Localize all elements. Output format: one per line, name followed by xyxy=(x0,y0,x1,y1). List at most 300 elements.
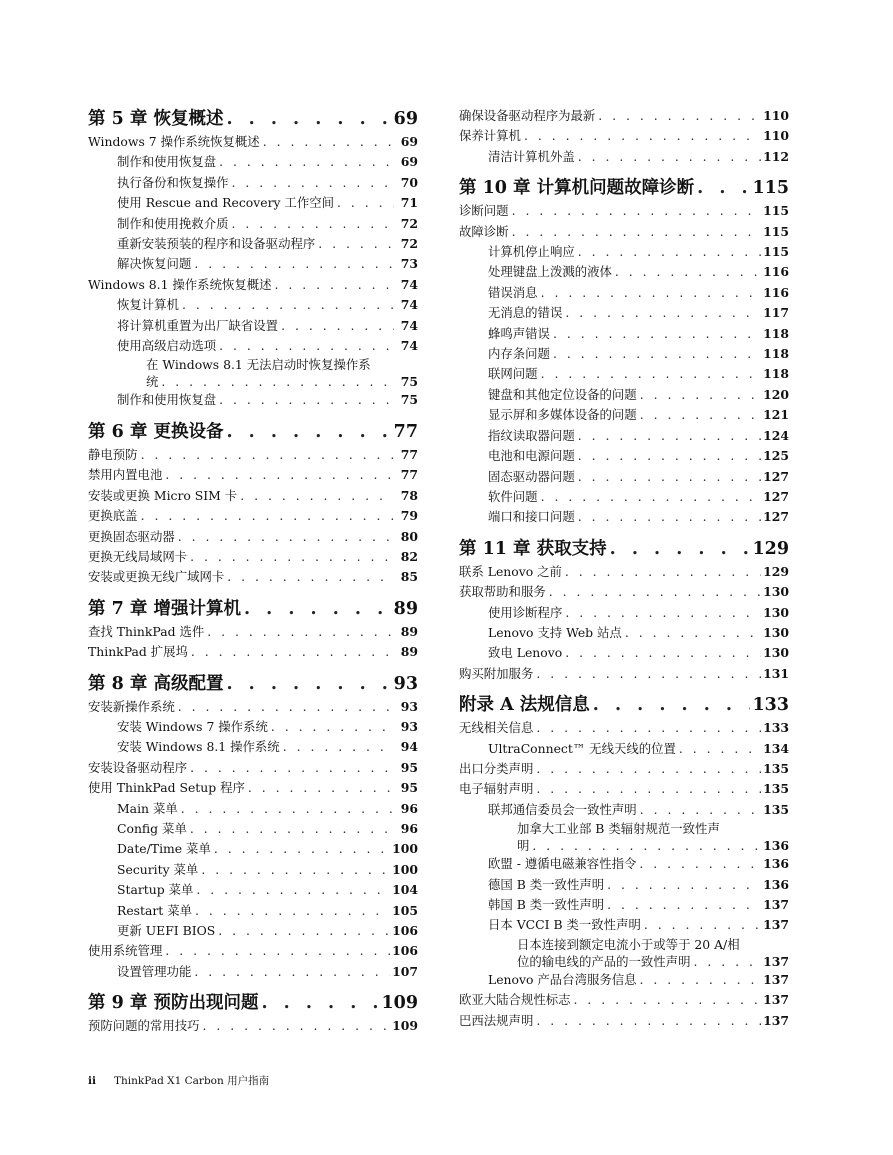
entry-page-number: 75 xyxy=(400,392,418,408)
toc-entry[interactable] xyxy=(459,385,789,405)
toc-entry[interactable] xyxy=(459,800,789,820)
entry-title: 故障诊断 xyxy=(459,223,509,239)
entry-title: 明 xyxy=(517,838,530,854)
chapter-entry[interactable] xyxy=(88,990,418,1016)
entry-title-line1: 加拿大工业部 B 类辐射规范一致性声 xyxy=(517,821,720,837)
dot-leader xyxy=(190,547,394,567)
toc-entry[interactable] xyxy=(88,193,418,213)
dot-leader xyxy=(194,254,394,274)
toc-entry[interactable] xyxy=(88,132,418,152)
toc-entry[interactable] xyxy=(88,445,418,465)
dot-leader xyxy=(549,582,761,602)
toc-entry[interactable] xyxy=(88,1016,418,1036)
dot-leader xyxy=(697,175,750,201)
entry-title: 附录 A 法规信息 xyxy=(459,695,590,716)
toc-entry[interactable] xyxy=(88,622,418,642)
entry-page-number: 69 xyxy=(400,134,418,149)
dot-leader xyxy=(565,603,761,623)
entry-title: 安装新操作系统 xyxy=(88,698,175,714)
toc-entry[interactable] xyxy=(459,283,789,303)
entry-page-number: 94 xyxy=(400,739,418,755)
entry-page-number: 106 xyxy=(392,923,418,938)
dot-leader xyxy=(318,234,394,254)
entry-title: 使用诊断程序 xyxy=(488,604,563,620)
toc-entry[interactable] xyxy=(459,990,789,1010)
entry-title: 解决恢复问题 xyxy=(117,256,192,272)
entry-page-number: 112 xyxy=(763,148,789,164)
dot-leader xyxy=(679,739,761,759)
toc-entry[interactable] xyxy=(459,487,789,507)
dot-leader xyxy=(693,953,761,970)
entry-page-number: 135 xyxy=(763,760,789,776)
entry-page-number: 80 xyxy=(400,528,418,544)
toc-entry[interactable] xyxy=(88,254,418,274)
entry-title: 第 5 章 恢复概述 xyxy=(88,109,224,129)
entry-title: 蜂鸣声错误 xyxy=(488,325,550,341)
dot-leader xyxy=(165,465,394,485)
entry-title: 更换无线局域网卡 xyxy=(88,548,188,564)
toc-entry[interactable] xyxy=(88,839,418,859)
entry-page-number: 137 xyxy=(763,992,789,1008)
dot-leader xyxy=(578,446,761,466)
toc-entry[interactable] xyxy=(88,962,418,982)
toc-entry[interactable] xyxy=(459,242,789,262)
toc-entry[interactable] xyxy=(459,446,789,466)
dot-leader xyxy=(263,132,394,152)
entry-title: 计算机停止响应 xyxy=(488,244,575,260)
dot-leader xyxy=(615,262,761,282)
toc-entry[interactable] xyxy=(117,373,418,390)
entry-title: 致电 Lenovo xyxy=(488,645,563,661)
toc-entry[interactable] xyxy=(459,643,789,663)
entry-page-number: 116 xyxy=(763,284,789,300)
entry-title: 查找 ThinkPad 选件 xyxy=(88,623,205,639)
chapter-entry[interactable] xyxy=(88,596,418,622)
dot-leader xyxy=(536,718,761,738)
entry-title: 使用 ThinkPad Setup 程序 xyxy=(88,780,245,796)
dot-leader xyxy=(578,147,761,167)
entry-title: 第 6 章 更换设备 xyxy=(88,421,224,442)
entry-page-number: 89 xyxy=(400,644,418,660)
entry-page-number: 130 xyxy=(763,624,789,640)
toc-entry[interactable] xyxy=(459,875,789,895)
dot-leader xyxy=(536,664,761,684)
entry-page-number: 137 xyxy=(763,1012,789,1028)
dot-leader xyxy=(207,622,394,642)
toc-entry[interactable] xyxy=(459,201,789,221)
entry-title: 安装 Windows 8.1 操作系统 xyxy=(117,739,280,755)
entry-title: 端口和接口问题 xyxy=(488,509,575,525)
toc-entry[interactable] xyxy=(88,697,418,717)
dot-leader xyxy=(512,222,762,242)
toc-entry[interactable] xyxy=(88,799,418,819)
entry-page-number: 72 xyxy=(400,215,418,231)
toc-entry[interactable] xyxy=(88,547,418,567)
entry-title: 电子辐射声明 xyxy=(459,781,534,797)
dot-leader xyxy=(512,201,762,221)
entry-title: Windows 8.1 操作系统恢复概述 xyxy=(88,276,272,292)
entry-title: 巴西法规声明 xyxy=(459,1012,534,1028)
entry-page-number: 71 xyxy=(400,195,418,211)
entry-page-number: 89 xyxy=(400,623,418,639)
toc-entry[interactable] xyxy=(459,623,789,643)
entry-title: ThinkPad 扩展坞 xyxy=(88,644,188,660)
entry-page-number: 137 xyxy=(763,897,789,912)
dot-leader xyxy=(610,536,751,562)
entry-page-number: 131 xyxy=(763,665,789,681)
entry-page-number: 120 xyxy=(763,386,789,402)
toc-entry[interactable] xyxy=(459,426,789,446)
toc-entry[interactable] xyxy=(459,603,789,623)
entry-title: 更换固态驱动器 xyxy=(88,528,175,544)
entry-title: 欧亚大陆合规性标志 xyxy=(459,992,571,1008)
entry-page-number: 74 xyxy=(400,338,418,354)
dot-leader xyxy=(178,697,394,717)
dot-leader xyxy=(640,385,761,405)
entry-page-number: 116 xyxy=(763,264,789,280)
dot-leader xyxy=(178,527,394,547)
entry-page-number: 118 xyxy=(763,346,789,362)
entry-page-number: 133 xyxy=(763,720,789,736)
chapter-entry[interactable] xyxy=(459,692,789,718)
dot-leader xyxy=(203,1016,391,1036)
toc-entry[interactable] xyxy=(88,717,418,737)
dot-leader xyxy=(541,283,762,303)
entry-page-number: 77 xyxy=(393,421,418,442)
entry-page-number: 74 xyxy=(400,317,418,333)
entry-title: 指纹读取器问题 xyxy=(488,427,575,443)
entry-title: 第 7 章 增强计算机 xyxy=(88,598,241,619)
toc-entry[interactable] xyxy=(88,234,418,254)
dot-leader xyxy=(226,106,391,132)
dot-leader xyxy=(261,990,379,1016)
entry-title: 重新安装预装的程序和设备驱动程序 xyxy=(117,236,316,252)
toc-entry[interactable] xyxy=(88,316,418,336)
toc-entry-wrapped[interactable] xyxy=(88,356,418,390)
toc-entry[interactable] xyxy=(459,664,789,684)
dot-leader xyxy=(191,642,394,662)
entry-page-number: 129 xyxy=(763,563,789,579)
entry-title: 设置管理功能 xyxy=(117,963,192,979)
entry-title: 安装或更换 Micro SIM 卡 xyxy=(88,487,238,503)
entry-page-number: 118 xyxy=(763,366,789,382)
entry-page-number: 110 xyxy=(763,128,789,144)
dot-leader xyxy=(190,758,394,778)
entry-title: 显示屏和多媒体设备的问题 xyxy=(488,407,637,423)
dot-leader xyxy=(232,173,394,193)
toc-entry[interactable] xyxy=(459,759,789,779)
entry-title: 日本 VCCI B 类一致性声明 xyxy=(488,917,641,933)
dot-leader xyxy=(644,915,761,935)
toc-entry[interactable] xyxy=(459,467,789,487)
entry-page-number: 134 xyxy=(763,740,789,756)
entry-title: 使用 Rescue and Recovery 工作空间 xyxy=(117,195,334,211)
entry-title: 保养计算机 xyxy=(459,128,521,144)
entry-page-number: 115 xyxy=(763,244,789,260)
dot-leader xyxy=(219,152,394,172)
entry-page-number: 105 xyxy=(392,902,418,918)
toc-entry[interactable] xyxy=(459,262,789,282)
toc-entry[interactable] xyxy=(88,275,418,295)
entry-title: 内存条问题 xyxy=(488,346,550,362)
dot-leader xyxy=(194,962,390,982)
entry-title: Startup 菜单 xyxy=(117,882,194,898)
dot-leader xyxy=(536,1011,761,1031)
entry-page-number: 89 xyxy=(393,598,418,619)
toc-entry[interactable] xyxy=(88,486,418,506)
dot-leader xyxy=(190,819,394,839)
entry-title: 安装或更换无线广域网卡 xyxy=(88,569,225,585)
toc-entry[interactable] xyxy=(88,819,418,839)
toc-entry[interactable] xyxy=(459,364,789,384)
toc-entry[interactable] xyxy=(459,1011,789,1031)
entry-title: 预防问题的常用技巧 xyxy=(88,1018,200,1034)
entry-page-number: 75 xyxy=(400,374,418,390)
dot-leader xyxy=(578,507,761,527)
entry-title: Lenovo 支持 Web 站点 xyxy=(488,624,622,640)
entry-title: 确保设备驱动程序为最新 xyxy=(459,108,596,123)
entry-page-number: 135 xyxy=(763,781,789,797)
dot-leader xyxy=(593,692,751,718)
entry-page-number: 130 xyxy=(763,645,789,661)
entry-title: 韩国 B 类一致性声明 xyxy=(488,897,605,912)
entry-page-number: 127 xyxy=(763,488,789,504)
toc-entry[interactable] xyxy=(88,737,418,757)
toc-entry[interactable] xyxy=(88,860,418,880)
dot-leader xyxy=(640,800,761,820)
entry-page-number: 125 xyxy=(763,448,789,464)
entry-title: 统 xyxy=(146,374,159,390)
toc-entry[interactable] xyxy=(88,880,418,900)
toc-entry[interactable] xyxy=(88,465,418,485)
dot-leader xyxy=(578,467,761,487)
entry-page-number: 127 xyxy=(763,509,789,525)
toc-entry-wrapped[interactable] xyxy=(459,820,789,854)
toc-entry[interactable] xyxy=(88,152,418,172)
chapter-entry[interactable] xyxy=(88,419,418,445)
entry-page-number: 93 xyxy=(400,698,418,714)
dot-leader xyxy=(226,419,391,445)
entry-page-number: 107 xyxy=(392,963,418,979)
toc-entry[interactable] xyxy=(459,106,789,126)
dot-leader xyxy=(536,779,761,799)
entry-page-number: 136 xyxy=(763,856,789,872)
entry-title: 联系 Lenovo 之前 xyxy=(459,563,562,579)
toc-entry-wrapped[interactable] xyxy=(459,936,789,970)
toc-entry[interactable] xyxy=(488,837,789,854)
entry-title: Restart 菜单 xyxy=(117,902,193,918)
dot-leader xyxy=(532,837,761,854)
entry-page-number: 85 xyxy=(400,569,418,585)
entry-page-number: 133 xyxy=(752,695,789,716)
entry-title: 第 8 章 高级配置 xyxy=(88,673,224,694)
toc-entry[interactable] xyxy=(88,567,418,587)
dot-leader xyxy=(232,214,394,234)
entry-page-number: 82 xyxy=(400,548,418,564)
entry-title: 制作和使用挽救介质 xyxy=(117,215,229,231)
toc-entry[interactable] xyxy=(459,718,789,738)
dot-leader xyxy=(625,623,761,643)
entry-page-number: 79 xyxy=(400,508,418,524)
toc-entry[interactable] xyxy=(88,390,418,410)
toc-entry[interactable] xyxy=(88,921,418,941)
toc-entry[interactable] xyxy=(459,854,789,874)
entry-page-number: 100 xyxy=(392,841,418,857)
toc-entry[interactable] xyxy=(459,222,789,242)
page-footer xyxy=(88,1073,269,1088)
entry-title: Date/Time 菜单 xyxy=(117,841,211,857)
entry-page-number: 74 xyxy=(400,297,418,313)
dot-leader xyxy=(607,875,761,895)
entry-title: 电池和电源问题 xyxy=(488,448,575,464)
entry-title: 使用系统管理 xyxy=(88,943,163,959)
toc-right-column xyxy=(459,106,789,1031)
entry-title: Config 菜单 xyxy=(117,820,187,836)
entry-title: 第 10 章 计算机问题故障诊断 xyxy=(459,178,695,199)
toc-entry[interactable] xyxy=(88,173,418,193)
entry-title: 键盘和其他定位设备的问题 xyxy=(488,386,637,402)
toc-entry[interactable] xyxy=(459,970,789,990)
entry-page-number: 130 xyxy=(763,584,789,600)
dot-leader xyxy=(578,426,761,446)
chapter-entry[interactable] xyxy=(459,536,789,562)
entry-title: 制作和使用恢复盘 xyxy=(117,392,217,408)
toc-entry[interactable] xyxy=(88,758,418,778)
toc-entry[interactable] xyxy=(459,147,789,167)
dot-leader xyxy=(240,486,394,506)
toc-entry[interactable] xyxy=(88,295,418,315)
entry-title-line1: 日本连接到额定电流小于或等于 20 A/相 xyxy=(517,936,740,952)
entry-title: 联邦通信委员会一致性声明 xyxy=(488,801,637,817)
entry-page-number: 124 xyxy=(763,427,789,443)
entry-title: 无消息的错误 xyxy=(488,305,563,321)
entry-title: 将计算机重置为出厂缺省设置 xyxy=(117,317,279,333)
dot-leader xyxy=(196,880,390,900)
entry-page-number: 104 xyxy=(392,882,418,898)
entry-title: 静电预防 xyxy=(88,446,138,462)
entry-title: 软件问题 xyxy=(488,488,538,504)
entry-page-number: 109 xyxy=(392,1018,418,1034)
dot-leader xyxy=(283,737,394,757)
entry-page-number: 115 xyxy=(763,203,789,219)
toc-entry[interactable] xyxy=(488,953,789,970)
toc-entry[interactable] xyxy=(88,901,418,921)
toc-entry[interactable] xyxy=(459,562,789,582)
toc-entry[interactable] xyxy=(459,405,789,425)
entry-title: 固态驱动器问题 xyxy=(488,468,575,484)
toc-entry[interactable] xyxy=(459,507,789,527)
toc-entry[interactable] xyxy=(459,895,789,915)
toc-entry[interactable] xyxy=(459,324,789,344)
dot-leader xyxy=(195,901,390,921)
dot-leader xyxy=(244,596,392,622)
toc-entry[interactable] xyxy=(88,336,418,356)
entry-title: 制作和使用恢复盘 xyxy=(117,154,217,170)
dot-leader xyxy=(598,106,761,126)
dot-leader xyxy=(553,324,761,344)
entry-title: 欧盟 - 遵循电磁兼容性指令 xyxy=(488,856,637,872)
entry-title: 更换底盖 xyxy=(88,508,138,524)
entry-title: 执行备份和恢复操作 xyxy=(117,174,229,190)
dot-leader xyxy=(607,895,761,915)
entry-title: 使用高级启动选项 xyxy=(117,338,217,354)
entry-page-number: 93 xyxy=(400,718,418,734)
entry-page-number: 130 xyxy=(763,604,789,620)
entry-page-number: 109 xyxy=(381,993,418,1014)
toc-entry[interactable] xyxy=(459,582,789,602)
entry-title: UltraConnect™ 无线天线的位置 xyxy=(488,740,676,756)
toc-entry[interactable] xyxy=(459,739,789,759)
toc-entry[interactable] xyxy=(459,126,789,146)
entry-page-number: 70 xyxy=(400,174,418,190)
entry-page-number: 137 xyxy=(763,971,789,987)
entry-page-number: 118 xyxy=(763,325,789,341)
entry-title: 获取帮助和服务 xyxy=(459,584,546,600)
entry-page-number: 115 xyxy=(763,223,789,239)
entry-page-number: 72 xyxy=(400,236,418,252)
toc-entry[interactable] xyxy=(459,915,789,935)
toc-entry[interactable] xyxy=(88,214,418,234)
dot-leader xyxy=(218,921,390,941)
entry-title: 联网问题 xyxy=(488,366,538,382)
entry-title: Windows 7 操作系统恢复概述 xyxy=(88,134,260,149)
dot-leader xyxy=(565,562,761,582)
entry-page-number: 115 xyxy=(752,178,789,199)
entry-page-number: 73 xyxy=(400,256,418,272)
entry-page-number: 96 xyxy=(400,800,418,816)
footer-page-number: ii xyxy=(88,1075,96,1087)
entry-title: Security 菜单 xyxy=(117,861,199,877)
dot-leader xyxy=(141,445,394,465)
entry-title: 购买附加服务 xyxy=(459,665,534,681)
entry-title: 位的输电线的产品的一致性声明 xyxy=(517,953,691,969)
toc-entry[interactable] xyxy=(88,778,418,798)
entry-page-number: 77 xyxy=(400,446,418,462)
dot-leader xyxy=(248,778,394,798)
dot-leader xyxy=(541,364,762,384)
entry-title: 出口分类声明 xyxy=(459,760,534,776)
dot-leader xyxy=(536,759,761,779)
entry-title: 更新 UEFI BIOS xyxy=(117,923,216,938)
dot-leader xyxy=(578,242,761,262)
dot-leader xyxy=(271,717,394,737)
entry-title: 无线相关信息 xyxy=(459,720,534,736)
dot-leader xyxy=(640,970,762,990)
chapter-entry[interactable] xyxy=(88,106,418,132)
toc-entry[interactable] xyxy=(88,941,418,961)
toc-entry[interactable] xyxy=(459,344,789,364)
toc-entry[interactable] xyxy=(88,506,418,526)
toc-entry[interactable] xyxy=(459,779,789,799)
entry-title: Main 菜单 xyxy=(117,800,178,816)
dot-leader xyxy=(281,316,394,336)
dot-leader xyxy=(165,941,390,961)
dot-leader xyxy=(541,487,762,507)
entry-title: 第 11 章 获取支持 xyxy=(459,538,607,559)
dot-leader xyxy=(639,854,761,874)
entry-page-number: 137 xyxy=(763,917,789,933)
toc-entry[interactable] xyxy=(88,527,418,547)
chapter-entry[interactable] xyxy=(459,175,789,201)
entry-page-number: 100 xyxy=(392,861,418,877)
chapter-entry[interactable] xyxy=(88,671,418,697)
entry-title: 错误消息 xyxy=(488,284,538,300)
entry-page-number: 69 xyxy=(393,109,418,129)
entry-page-number: 77 xyxy=(400,467,418,483)
dot-leader xyxy=(161,373,394,390)
toc-entry[interactable] xyxy=(459,303,789,323)
toc-entry[interactable] xyxy=(88,642,418,662)
